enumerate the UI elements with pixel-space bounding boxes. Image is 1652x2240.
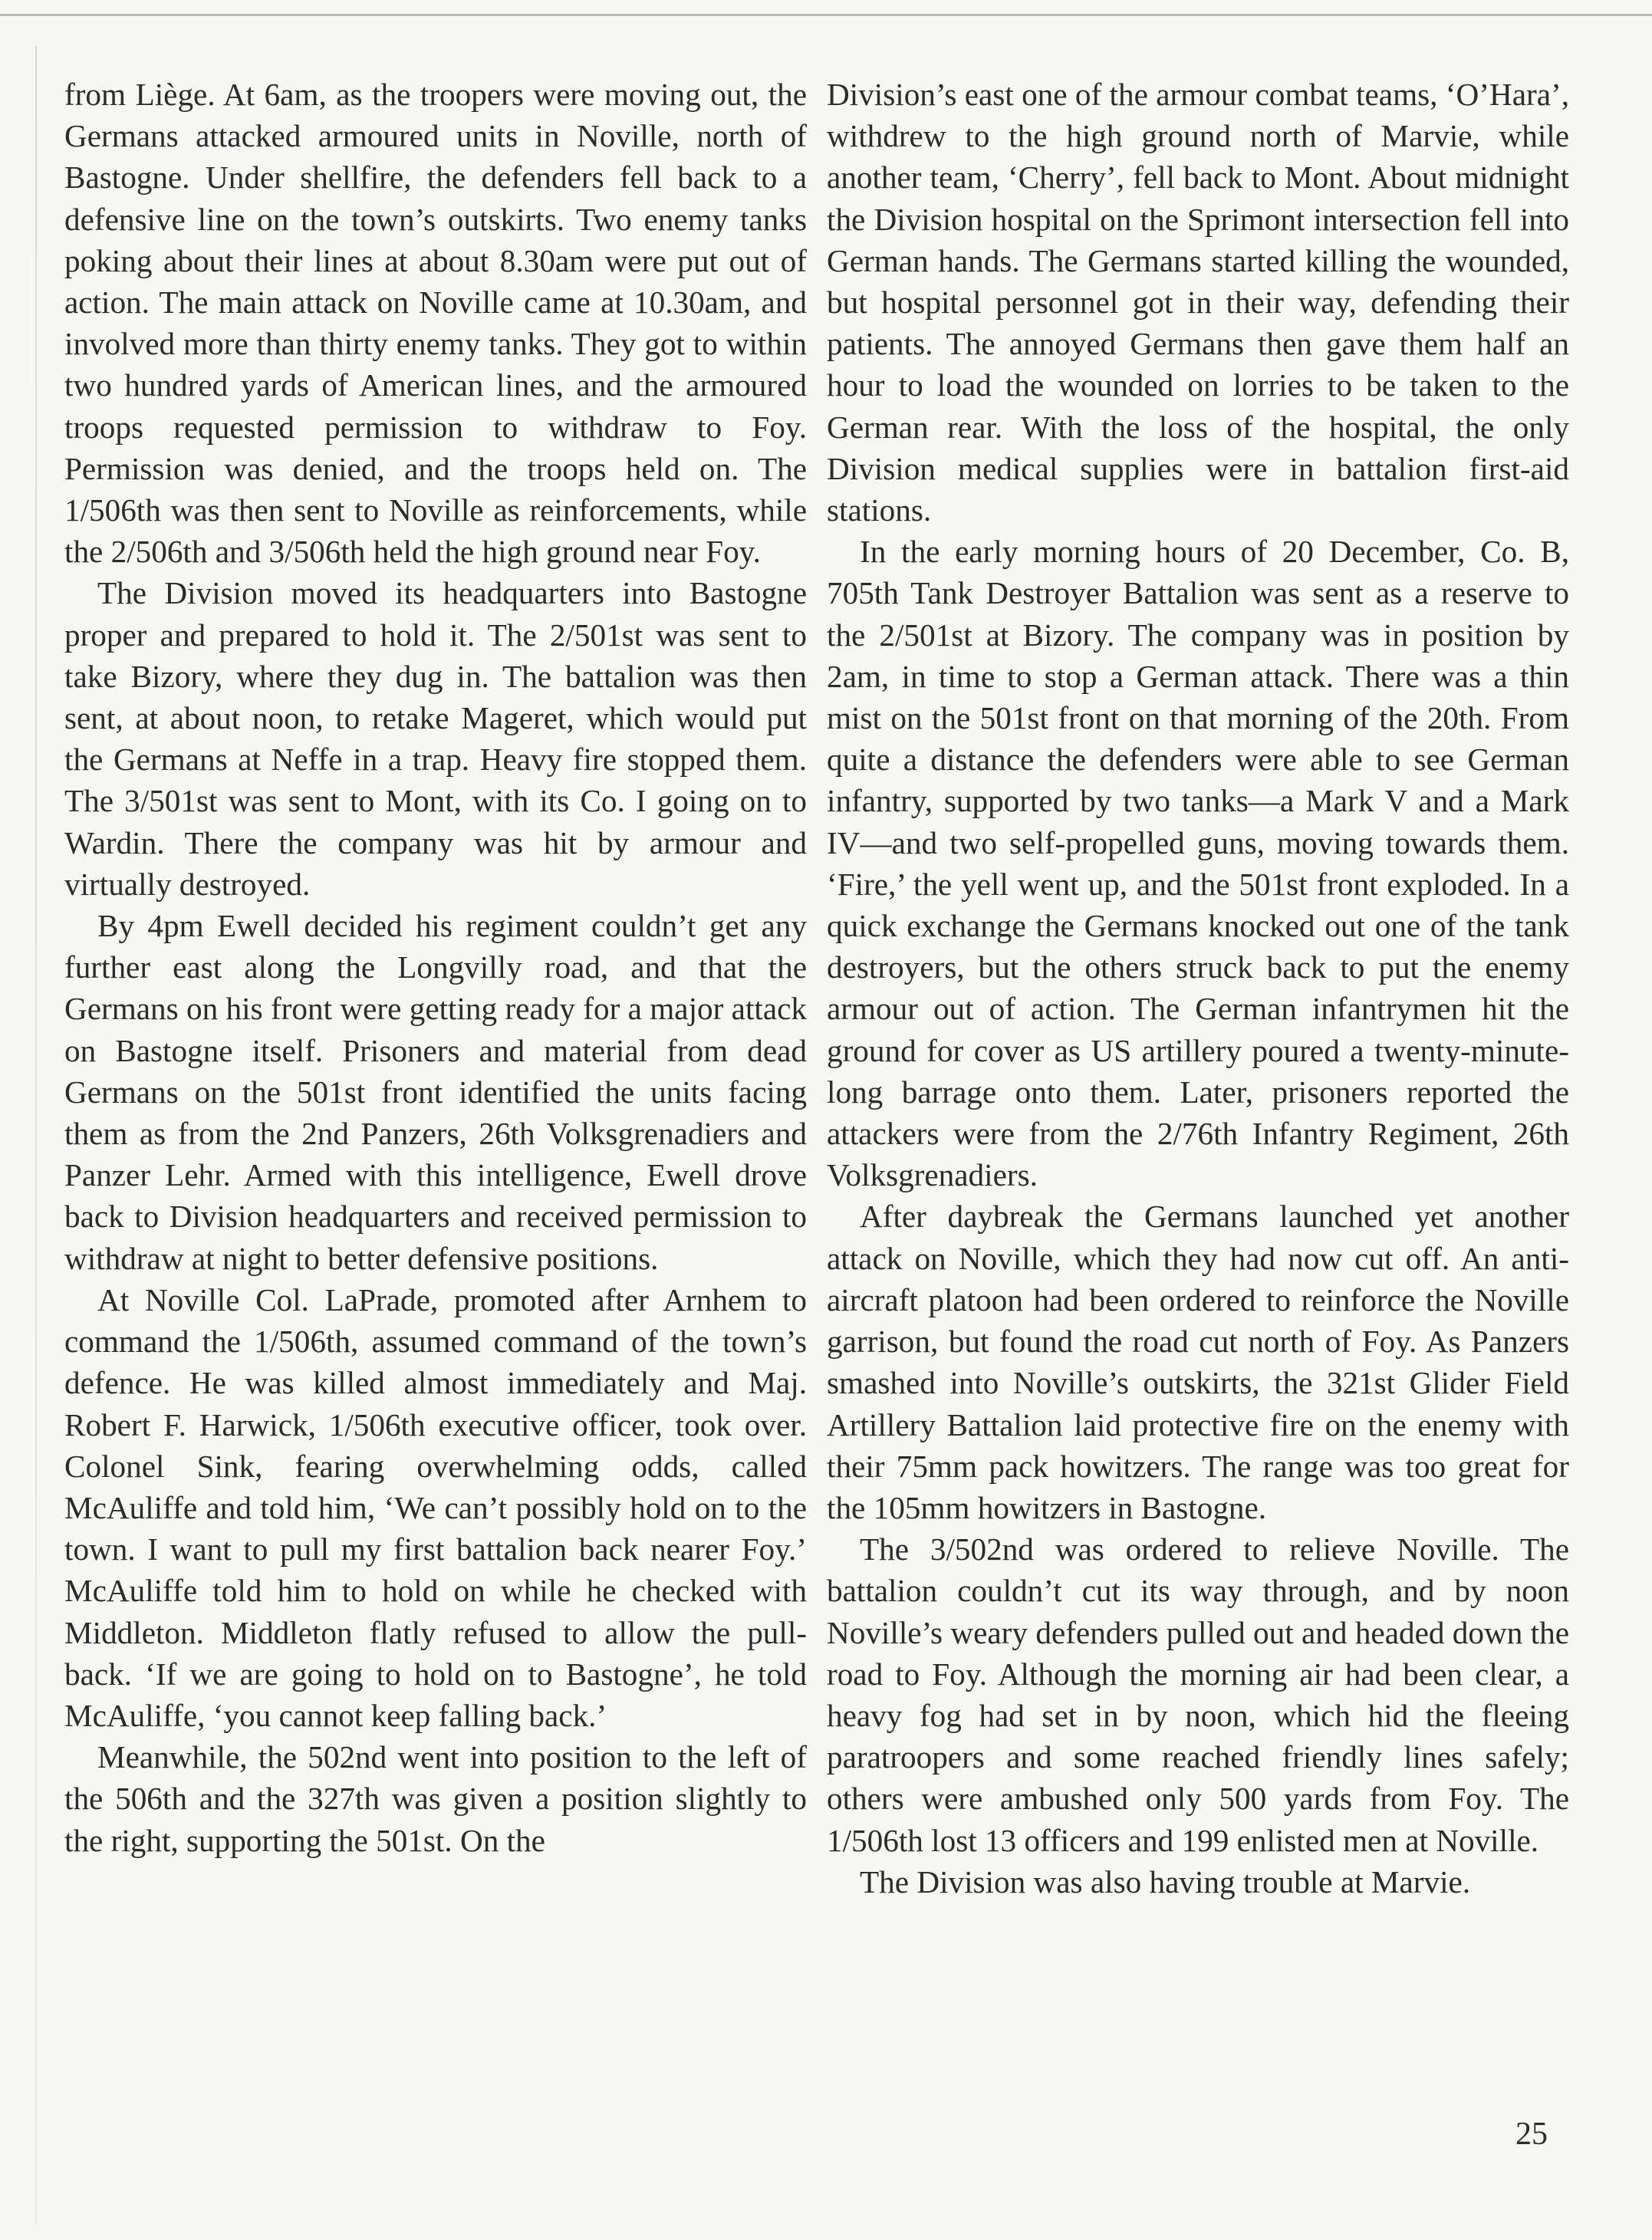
left-paragraph-5: Meanwhile, the 502nd went into position to the left of the 506th and the 327th was given a position slightly to the right, supporting the 501st. On the <box>64 1739 807 1858</box>
right-paragraph-4: The 3/502nd was ordered to relieve Noville. The battalion couldn’t cut its way through, and by noon Noville’s weary defenders pulled out and headed down the road to Foy. Although the morning air had been clear, a heavy fog had set in by noon, which hid the fleeing paratroopers and some reached friendly lines safely; others were ambushed only 500 yards from Foy. The 1/506th lost 13 officers and 199 enlisted men at Noville. <box>827 1531 1569 1858</box>
left-paragraph-2: The Division moved its headquarters into Bastogne proper and prepared to hold it. The 2/501st was sent to take Bizory, where they dug in. The battalion was then sent, at about noon, to retake Mageret, which would put the Germans at Neffe in a trap. Heavy fire stopped them. The 3/501st was sent to Mont, with its Co. I going on to Wardin. There the company was hit by armour and virtually destroyed. <box>64 575 807 902</box>
right-text-column <box>827 74 1569 1903</box>
right-paragraph-1: Division’s east one of the armour combat teams, ‘O’Hara’, withdrew to the high ground north of Marvie, while another team, ‘Cherry’, fell back to Mont. About midnight the Division hospital on the Sprimont intersection fell into German hands. The Germans started killing the wounded, but hospital personnel got in their way, defending their patients. The annoyed Germans then gave them half an hour to load the wounded on lorries to be taken to the German rear. With the loss of the hospital, the only Division medical supplies were in battalion first-aid stations. <box>827 77 1569 528</box>
page-edge-shadow <box>35 46 37 2224</box>
left-paragraph-3: By 4pm Ewell decided his regiment couldn’t get any further east along the Longvilly road, and that the Germans on his front were getting ready for a major attack on Bastogne itself. Prisoners and material from dead Germans on the 501st front identified the units facing them as from the 2nd Panzers, 26th Volksgrenadiers and Panzer Lehr. Armed with this intelligence, Ewell drove back to Division headquarters and received permission to withdraw at night to better defensive positions. <box>64 908 807 1276</box>
right-paragraph-3: After daybreak the Germans launched yet another attack on Noville, which they had now cut off. An anti-aircraft platoon had been ordered to reinforce the Noville garrison, but found the road cut north of Foy. As Panzers smashed into Noville’s outskirts, the 321st Glider Field Artillery Battalion laid protective fire on the enemy with their 75mm pack howitzers. The range was too great for the 105mm howitzers in Bastogne. <box>827 1199 1569 1525</box>
right-paragraph-5: The Division was also having trouble at Marvie. <box>860 1863 1471 1900</box>
page-number: 25 <box>1515 2117 1548 2152</box>
left-text-column <box>64 74 807 1861</box>
right-paragraph-2: In the early morning hours of 20 December, Co. B, 705th Tank Destroyer Battalion was sent as a reserve to the 2/501st at Bizory. The company was in position by 2am, in time to stop a German attack. There was a thin mist on the 501st front on that morning of the 20th. From quite a distance the defenders were able to see German infantry, supported by two tanks—a Mark V and a Mark IV—and two self-propelled guns, moving towards them. ‘Fire,’ the yell went up, and the 501st front exploded. In a quick exchange the Germans knocked out one of the tank destroyers, but the others struck back to put the enemy armour out of action. The German infantrymen hit the ground for cover as US artillery poured a twenty-minute-long barrage onto them. Later, prisoners reported the attackers were from the 2/76th Infantry Regiment, 26th Volksgrenadiers. <box>827 534 1569 1193</box>
left-paragraph-1: from Liège. At 6am, as the troopers were moving out, the Germans attacked armoured units in Noville, north of Bastogne. Under shellfire, the defenders fell back to a defensive line on the town’s outskirts. Two enemy tanks poking about their lines at about 8.30am were put out of action. The main attack on Noville came at 10.30am, and involved more than thirty enemy tanks. They got to within two hundred yards of American lines, and the armoured troops requested permission to withdraw to Foy. Permission was denied, and the troops held on. The 1/506th was then sent to Noville as reinforcements, while the 2/506th and 3/506th held the high ground near Foy. <box>64 77 807 570</box>
top-rule <box>0 14 1652 16</box>
left-paragraph-4: At Noville Col. LaPrade, promoted after Arnhem to command the 1/506th, assumed command of the town’s defence. He was killed almost immediately and Maj. Robert F. Harwick, 1/506th executive officer, took over. Colonel Sink, fearing overwhelming odds, called McAuliffe and told him, ‘We can’t possibly hold on to the town. I want to pull my first battalion back nearer Foy.’ McAuliffe told him to hold on while he checked with Middleton. Middleton flatly refused to allow the pull-back. ‘If we are going to hold on to Bastogne’, he told McAuliffe, ‘you cannot keep falling back.’ <box>64 1281 807 1733</box>
